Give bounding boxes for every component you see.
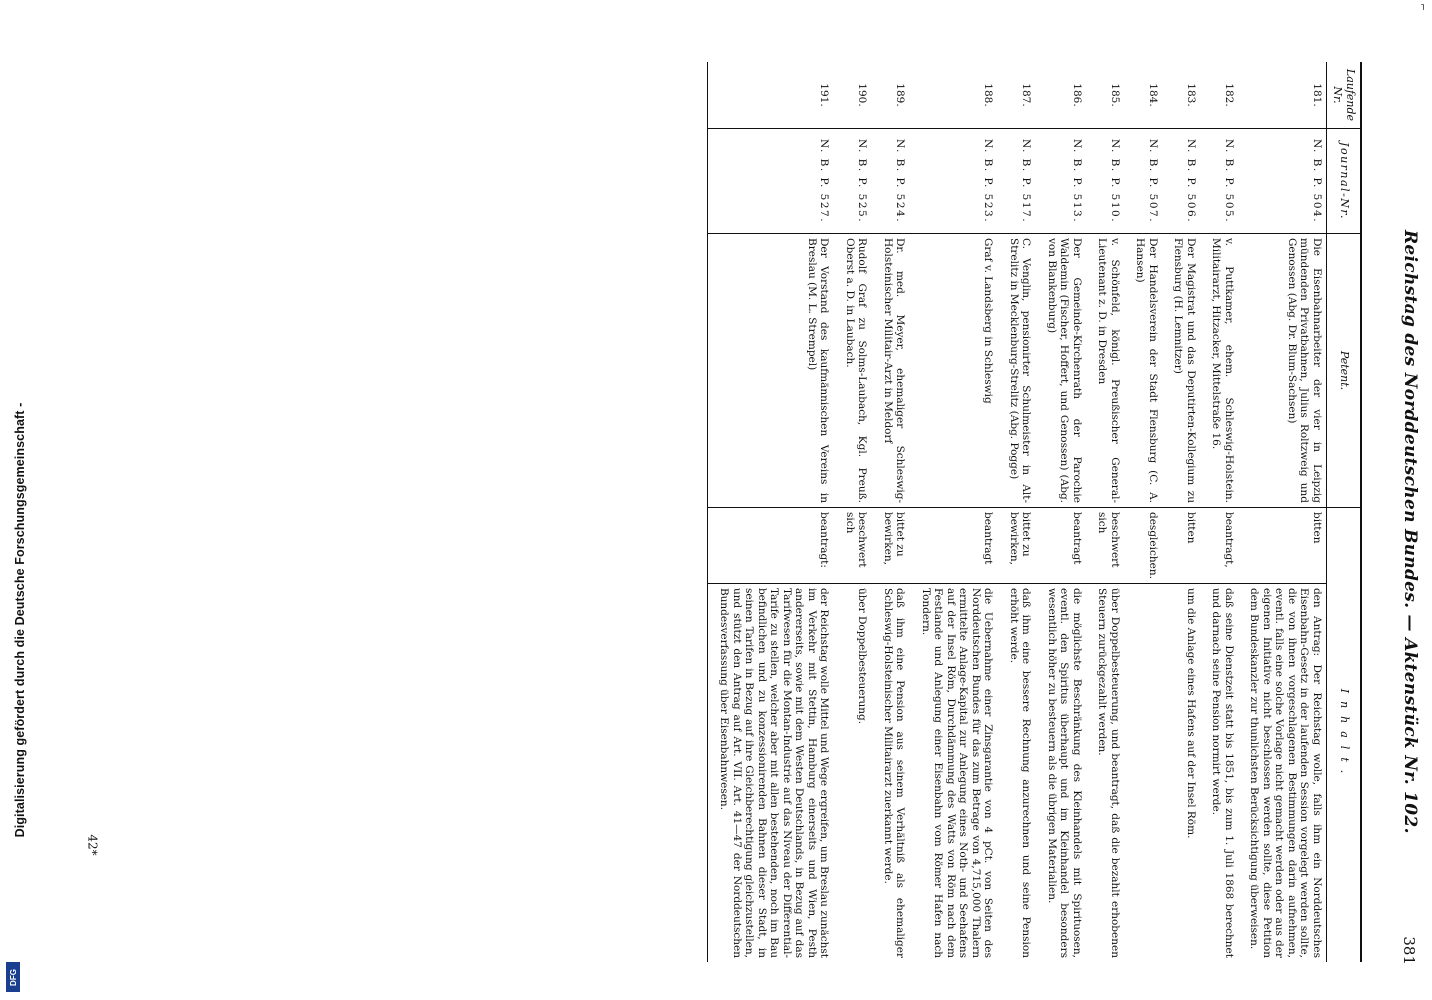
petitioner: Der Vorstand des kaufmännischen Vereins in Breslau (M. L. Strempel): [708, 234, 834, 508]
request-verb: bittet zu bewirken,: [872, 508, 910, 584]
request-content: daß seine Dienstzeit statt bis 1851, bis zum 1. Juli 1868 berechnet und darnach seine Pension normirt werde.: [1200, 583, 1238, 962]
table-row: [1036, 62, 1087, 962]
table-row: [998, 62, 1036, 962]
request-content: um die Anlage eines Hafens auf der Insel Röm.: [1162, 583, 1200, 962]
journal-number: N. B. P. 506.: [1162, 129, 1200, 234]
journal-number: N. B. P. 504.: [1238, 129, 1327, 234]
request-content: die möglichste Beschränkung des Kleinhandels mit Spirituosen, eventl. den Spiritus überhaupt und im Kleinhandel besonders wesentlich höher zu besteuern als die übrigen Materialien.: [1036, 583, 1087, 962]
petitioner: v. Schönfeld, königl. Preußischer General-Lieutenant z. D. in Dresden: [1086, 234, 1124, 508]
request-verb: bittet zu bewirken,: [998, 508, 1036, 584]
petitioner: Graf v. Landsberg in Schleswig: [910, 234, 998, 508]
request-verb: beantragt:: [708, 508, 834, 584]
petition-table: [707, 62, 1362, 962]
table-row: [708, 62, 834, 962]
request-content: die Uebernahme einer Zinsgarantie von 4 pCt. von Seiten des Norddeutschen Bundes für das zum Betrage von 4,715,000 Thalern ermittelte Anlage-Kapital zur Anlegung eines Noth- und Seehafens auf der Insel Röm, Durchdämmung des Watts von Röm nach dem Festlande und Anlegung einer Eisenbahn vom Römer Hafen nach Tondern.: [910, 583, 998, 962]
row-number: 181.: [1311, 83, 1323, 107]
row-number: 191.: [818, 83, 831, 107]
col-header-journal-nr: Journal-Nr.: [1327, 129, 1362, 234]
journal-number: N. B. P. 524.: [872, 129, 910, 234]
request-verb: beschwert sich: [1086, 508, 1124, 584]
petitioner: Der Magistrat und das Deputirten-Kollegium zu Flensburg (H. Lemnitzer): [1162, 234, 1200, 508]
page-number: 381: [1400, 936, 1418, 965]
journal-number: N. B. P. 513.: [1036, 129, 1087, 234]
dfg-badge-label: DFG: [8, 968, 18, 986]
request-content: daß ihm eine Pension aus seinem Verhältniß als ehemaliger Schleswig-Holsteinischer Militairarzt zuerkannt werde.: [872, 583, 910, 962]
journal-number: N. B. P. 523.: [910, 129, 998, 234]
page-header: [1390, 40, 1426, 965]
request-verb: bitten: [1238, 508, 1327, 584]
journal-number: N. B. P. 517.: [998, 129, 1036, 234]
petitioner: Der Handelsverein der Stadt Flensburg (C. A. Hansen): [1124, 234, 1162, 508]
col-header-laufende-nr: Laufende Nr.: [1327, 62, 1362, 129]
journal-number: N. B. P. 527.: [708, 129, 834, 234]
petitioner: Der Gemeinde-Kirchenrath der Parochie Waldemin (Fischer, Hoffert, und Genossen) (Abg. von Blankenburg): [1036, 234, 1087, 508]
journal-number: N. B. P. 510.: [1086, 129, 1124, 234]
table-row: [910, 62, 998, 962]
col-header-petent: Petent.: [1327, 234, 1362, 508]
request-content: daß ihm eine bessere Rechnung anzurechnen und seine Pension erhöht werde.: [998, 583, 1036, 962]
row-number: 187.: [1020, 83, 1033, 107]
page-title: Reichstag des Norddeutschen Bundes. — Aktenstück Nr. 102.: [1400, 230, 1420, 834]
petitioner: Rudolf Graf zu Solms-Laubach, Kgl. Preuß. Oberst a. D. in Laubach.: [834, 234, 872, 508]
table-row: [1238, 62, 1327, 962]
row-number: 188.: [982, 83, 995, 107]
petitioner: Die Eisenbahnarbeiter der vier in Leipzig mündenden Privatbahnen, Julius Roltzweig und Genossen (Abg. Dr. Blum-Sachsen): [1238, 234, 1327, 508]
request-content: den Antrag: Der Reichstag wolle, falls ihm ein Norddeutsches Eisenbahn-Gesetz in der laufenden Session vorgelegt werden sollte, die von ihnen vorgeschlagenen Bestimmungen darin aufnehmen, eventl. falls eine solche Vorlage nicht gemacht werden oder aus der eigenen Initiative nicht beschlossen werden sollte, diese Petition dem Bundeskanzler zur thunlichsten Berücksichtigung überweisen.: [1238, 583, 1327, 962]
petitioner: Dr. med. Meyer, ehemaliger Schleswig-Holsteinischer Militair-Arzt in Meldorf: [872, 234, 910, 508]
petitioner: C. Venglin, pensionirter Schulmeister in Alt-Strelitz in Mecklenburg-Strelitz (Abg. Pogge): [998, 234, 1036, 508]
journal-number: N. B. P. 525.: [834, 129, 872, 234]
request-verb: beantragt,: [1200, 508, 1238, 584]
table-row: [1200, 62, 1238, 962]
bottom-page-number: 42*: [85, 834, 100, 856]
request-verb: beantragt: [1036, 508, 1087, 584]
request-content: [1124, 583, 1162, 962]
row-number: 182.: [1223, 83, 1235, 107]
request-content: über Doppelbesteuerung, und beantragt, daß die bezahlt erhobenen Steuern zurückgezahlt werden.: [1086, 583, 1124, 962]
petitioner: v. Puttkamer, ehem. Schleswig-Holstein. Militairarzt, Hitzacker, Mittelstraße 16.: [1200, 234, 1238, 508]
request-verb: desgleichen.: [1124, 508, 1162, 584]
journal-number: N. B. P. 507.: [1124, 129, 1162, 234]
journal-number: N. B. P. 505.: [1200, 129, 1238, 234]
row-number: 190.: [856, 83, 869, 107]
request-content: der Reichstag wolle Mittel und Wege ergreifen, um Breslau zunächst im Verkehr mit Stettin, Hamburg einerseits und Wien, Pesth andererseits, sowie mit dem Westen Deutschlands, in Bezug auf das Tarifwesen für die Montan-Industrie auf das Niveau der Differential-Tarife zu stellen, welcher aber mit allen bestehenden, noch im Bau befindlichen und zu konzessionirenden Bahnen dieser Stadt, in seinen Tarifen in Bezug auf ihre Gleichberechtigung gleichzustellen, und stützt den Antrag auf Art. VII. Art. 41—47 der Norddeutschen Bundesverfassung über Eisenbahnwesen.: [708, 583, 834, 962]
row-number: 184.: [1147, 83, 1159, 107]
row-number: 183.: [1185, 83, 1197, 107]
corner-mark: ⌐: [1417, 3, 1428, 11]
row-number: 189.: [894, 83, 907, 107]
request-verb: beschwert sich: [834, 508, 872, 584]
row-number: 185.: [1109, 83, 1121, 107]
request-content: über Doppelbesteuerung.: [834, 583, 872, 962]
row-number: 186.: [1071, 83, 1083, 107]
table-row: [834, 62, 872, 962]
table-row: [1086, 62, 1124, 962]
table-header-row: [1327, 62, 1362, 962]
request-verb: bitten: [1162, 508, 1200, 584]
table-row: [1162, 62, 1200, 962]
table-row: [1124, 62, 1162, 962]
request-verb: beantragt: [910, 508, 998, 584]
col-header-inhalt: Inhalt.: [1327, 508, 1362, 963]
funding-note: Digitalisierung gefördert durch die Deutsche Forschungsgemeinschaft -: [13, 402, 27, 838]
table-row: [872, 62, 910, 962]
